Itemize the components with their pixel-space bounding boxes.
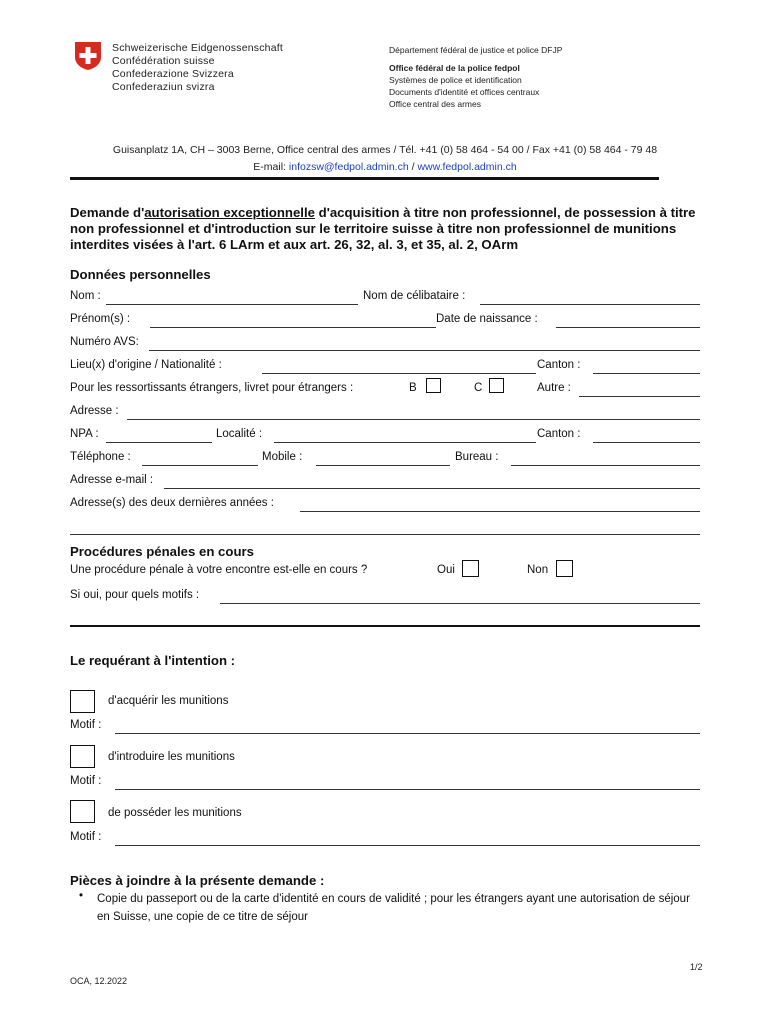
bureau-field[interactable] <box>511 465 700 466</box>
department-block <box>389 44 562 110</box>
swiss-coat-of-arms-icon <box>73 41 103 71</box>
nom-field[interactable] <box>106 304 358 305</box>
motifs-label: Si oui, pour quels motifs : <box>70 589 200 601</box>
department-name: Département fédéral de justice et police DFJP <box>389 45 563 55</box>
introduire-label: d'introduire les munitions <box>108 751 235 763</box>
canton2-label: Canton : <box>537 428 581 440</box>
row-adresse <box>70 405 700 421</box>
confederation-it: Confederazione Svizzera <box>112 68 234 80</box>
row-motif-2 <box>70 775 700 791</box>
acquerir-checkbox[interactable] <box>70 690 95 713</box>
celibataire-field[interactable] <box>480 304 700 305</box>
penal-heading: Procédures pénales en cours <box>70 544 254 559</box>
mobile-field[interactable] <box>316 465 450 466</box>
motif-1-label: Motif : <box>70 719 102 731</box>
npa-label: NPA : <box>70 428 99 440</box>
row-nom <box>70 290 700 306</box>
row-email <box>70 474 700 490</box>
row-etrangers <box>70 382 700 398</box>
posseder-label: de posséder les munitions <box>108 807 242 819</box>
oui-checkbox[interactable] <box>462 560 479 577</box>
motifs-field[interactable] <box>220 603 700 604</box>
row-anciennes-2 <box>70 520 700 536</box>
motif-2-field[interactable] <box>115 789 700 790</box>
bureau-label: Bureau : <box>455 451 499 463</box>
unit-3: Office central des armes <box>389 99 481 109</box>
non-label: Non <box>527 564 549 576</box>
canton2-field[interactable] <box>593 442 700 443</box>
confederation-names <box>112 42 283 94</box>
unit-2: Documents d'identité et offices centraux <box>389 87 540 97</box>
contact-address <box>0 142 770 176</box>
row-penal-motifs <box>70 589 700 605</box>
anciennes-field-2[interactable] <box>70 534 700 535</box>
non-checkbox[interactable] <box>556 560 573 577</box>
anciennes-label: Adresse(s) des deux dernières années : <box>70 497 274 509</box>
oui-label: Oui <box>437 564 455 576</box>
introduire-checkbox[interactable] <box>70 745 95 768</box>
confederation-rm: Confederaziun svizra <box>112 81 215 93</box>
adresse-field[interactable] <box>127 419 700 420</box>
row-anciennes <box>70 497 700 513</box>
pieces-heading: Pièces à joindre à la présente demande : <box>70 873 325 888</box>
localite-label: Localité : <box>216 428 263 440</box>
mobile-label: Mobile : <box>262 451 303 463</box>
permit-b-label: B <box>409 382 417 394</box>
motif-1-field[interactable] <box>115 733 700 734</box>
penal-question: Une procédure pénale à votre encontre est-elle en cours ? <box>70 564 368 576</box>
option-introduire <box>70 745 700 769</box>
telephone-label: Téléphone : <box>70 451 131 463</box>
email-link[interactable]: infozsw@fedpol.admin.ch <box>288 161 409 173</box>
intention-heading: Le requérant à l'intention : <box>70 653 236 668</box>
row-avs <box>70 336 700 352</box>
postal-address: Guisanplatz 1A, CH – 3003 Berne, Office central des armes / Tél. +41 (0) 58 464 - 54 00 / Fax +41 (0) 58 464 - 79 48 <box>112 144 658 156</box>
row-motif-3 <box>70 831 700 847</box>
section-divider <box>70 625 700 627</box>
title-post: d'acquisition à titre non professionnel, de possession à titre non professionnel et d'introduction sur le territoire suisse à titre non professionnel de munitions interdites visées à l'art. 6 LArm et aux art. 26, 32, al. 3, et 35, al. 2, OArm <box>70 205 696 252</box>
form-title <box>70 205 702 253</box>
title-underlined: autorisation exceptionnelle <box>144 205 315 220</box>
prenom-label: Prénom(s) : <box>70 313 131 325</box>
canton-field[interactable] <box>593 373 700 374</box>
page-number: 1/2 <box>690 962 703 972</box>
prenom-field[interactable] <box>150 327 436 328</box>
personal-data-heading: Données personnelles <box>70 267 211 282</box>
option-acquerir <box>70 690 700 714</box>
email-label: E-mail: <box>253 161 289 173</box>
permit-c-checkbox[interactable] <box>489 378 504 393</box>
form-code: OCA, 12.2022 <box>70 976 128 986</box>
email-field-label: Adresse e-mail : <box>70 474 154 486</box>
row-telephone <box>70 451 700 467</box>
acquerir-label: d'acquérir les munitions <box>108 695 229 707</box>
confederation-fr: Confédération suisse <box>112 55 215 67</box>
permit-c-label: C <box>474 382 483 394</box>
header-divider <box>70 177 659 180</box>
origine-field[interactable] <box>262 373 536 374</box>
avs-label: Numéro AVS: <box>70 336 139 348</box>
row-origine <box>70 359 700 375</box>
nom-label: Nom : <box>70 290 101 302</box>
permit-b-checkbox[interactable] <box>426 378 441 393</box>
motif-2-label: Motif : <box>70 775 102 787</box>
etrangers-label: Pour les ressortissants étrangers, livret pour étrangers : <box>70 382 354 394</box>
autre-label: Autre : <box>537 382 571 394</box>
email-input[interactable] <box>164 488 700 489</box>
naissance-field[interactable] <box>556 327 700 328</box>
row-prenom <box>70 313 700 329</box>
contact-line <box>0 159 770 176</box>
celibataire-label: Nom de célibataire : <box>363 290 466 302</box>
anciennes-field[interactable] <box>300 511 700 512</box>
row-motif-1 <box>70 719 700 735</box>
posseder-checkbox[interactable] <box>70 800 95 823</box>
naissance-label: Date de naissance : <box>436 313 538 325</box>
autre-field[interactable] <box>579 396 700 397</box>
motif-3-label: Motif : <box>70 831 102 843</box>
avs-field[interactable] <box>149 350 700 351</box>
localite-field[interactable] <box>274 442 536 443</box>
separator: / <box>408 161 418 173</box>
website-link[interactable]: www.fedpol.admin.ch <box>417 161 517 173</box>
row-npa <box>70 428 700 444</box>
adresse-label: Adresse : <box>70 405 119 417</box>
office-name: Office fédéral de la police fedpol <box>389 63 520 73</box>
unit-1: Systèmes de police et identification <box>389 75 522 85</box>
row-penal-question <box>70 564 700 580</box>
option-posseder <box>70 800 700 824</box>
telephone-field[interactable] <box>142 465 258 466</box>
title-pre: Demande d' <box>70 205 145 220</box>
bullet-icon: • <box>79 890 84 902</box>
origine-label: Lieu(x) d'origine / Nationalité : <box>70 359 222 371</box>
pieces-item: Copie du passeport ou de la carte d'identité en cours de validité ; pour les étrangers ayant une autorisation de séjour en Suisse, une copie de ce titre de séjour <box>97 893 690 923</box>
npa-field[interactable] <box>106 442 212 443</box>
canton-label: Canton : <box>537 359 581 371</box>
confederation-de: Schweizerische Eidgenossenschaft <box>112 42 283 54</box>
motif-3-field[interactable] <box>115 845 700 846</box>
